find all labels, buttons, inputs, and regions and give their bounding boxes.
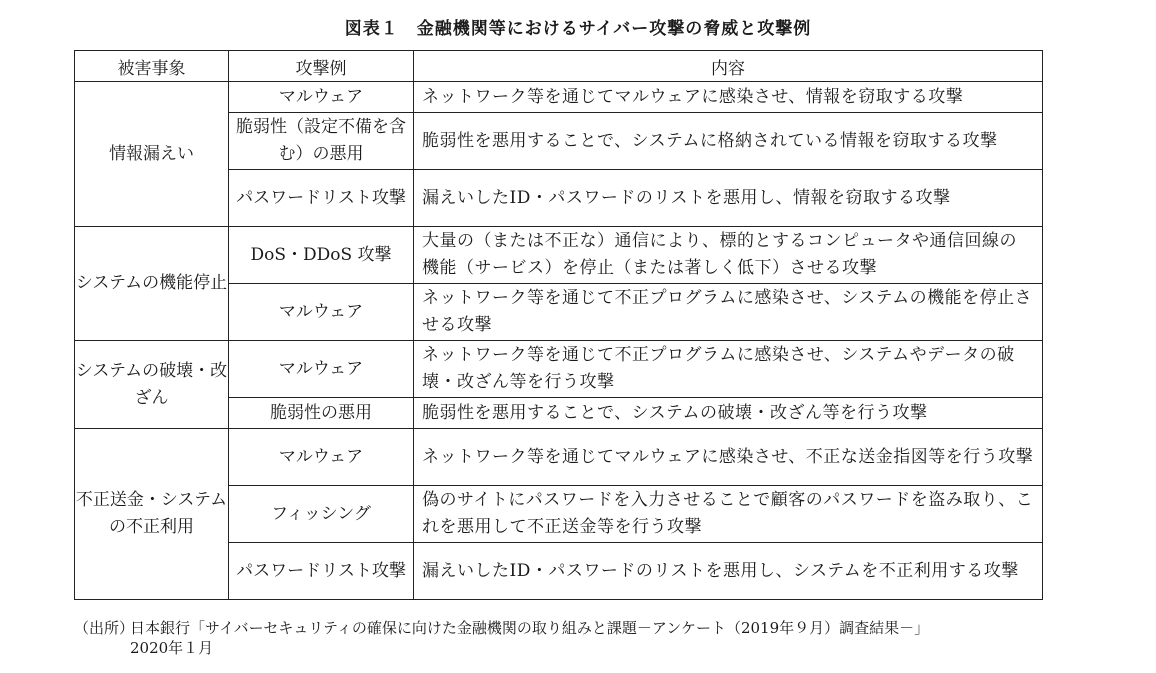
- attack-cell: マルウェア: [229, 284, 414, 341]
- attack-cell: マルウェア: [229, 82, 414, 113]
- figure-title: 図表１ 金融機関等におけるサイバー攻撃の脅威と攻撃例: [344, 19, 812, 39]
- header-content: 内容: [414, 51, 1043, 82]
- attack-cell: マルウェア: [229, 429, 414, 486]
- category-cell: システムの機能停止: [75, 227, 229, 341]
- content-cell: 偽のサイトにパスワードを入力させることで顧客のパスワードを盗み取り、これを悪用して不正送金等を行う攻撃: [414, 486, 1043, 543]
- category-cell: 不正送金・システムの不正利用: [75, 429, 229, 600]
- source-note: [74, 618, 1134, 658]
- content-cell: ネットワーク等を通じてマルウェアに感染させ、情報を窃取する攻撃: [414, 82, 1043, 113]
- content-cell: 脆弱性を悪用することで、システムの破壊・改ざん等を行う攻撃: [414, 398, 1043, 429]
- table-header-row: [75, 51, 1043, 82]
- threat-table: [74, 50, 1043, 600]
- table-row: [75, 429, 1043, 486]
- content-cell: 漏えいしたID・パスワードのリストを悪用し、情報を窃取する攻撃: [414, 170, 1043, 227]
- table-row: [75, 82, 1043, 113]
- source-label: （出所）: [74, 619, 135, 637]
- content-cell: 大量の（または不正な）通信により、標的とするコンピュータや通信回線の機能（サービス）を停止（または著しく低下）させる攻撃: [414, 227, 1043, 284]
- content-cell: ネットワーク等を通じてマルウェアに感染させ、不正な送金指図等を行う攻撃: [414, 429, 1043, 486]
- content-cell: ネットワーク等を通じて不正プログラムに感染させ、システムやデータの破壊・改ざん等を行う攻撃: [414, 341, 1043, 398]
- attack-cell: 脆弱性の悪用: [229, 398, 414, 429]
- content-cell: ネットワーク等を通じて不正プログラムに感染させ、システムの機能を停止させる攻撃: [414, 284, 1043, 341]
- attack-cell: DoS・DDoS 攻撃: [229, 227, 414, 284]
- attack-cell: パスワードリスト攻撃: [229, 170, 414, 227]
- attack-cell: フィッシング: [229, 486, 414, 543]
- attack-cell: パスワードリスト攻撃: [229, 543, 414, 600]
- table-row: [75, 227, 1043, 284]
- header-attack: 攻撃例: [229, 51, 414, 82]
- category-cell: 情報漏えい: [75, 82, 229, 227]
- table-row: [75, 341, 1043, 398]
- attack-cell: 脆弱性（設定不備を含む）の悪用: [229, 113, 414, 170]
- source-date: 2020年１月: [130, 639, 214, 657]
- content-cell: 漏えいしたID・パスワードのリストを悪用し、システムを不正利用する攻撃: [414, 543, 1043, 600]
- attack-cell: マルウェア: [229, 341, 414, 398]
- content-cell: 脆弱性を悪用することで、システムに格納されている情報を窃取する攻撃: [414, 113, 1043, 170]
- category-cell: システムの破壊・改ざん: [75, 341, 229, 429]
- source-text: 日本銀行「サイバーセキュリティの確保に向けた金融機関の取り組みと課題－アンケート（2019年９月）調査結果－」: [130, 619, 930, 637]
- header-damage: 被害事象: [75, 51, 229, 82]
